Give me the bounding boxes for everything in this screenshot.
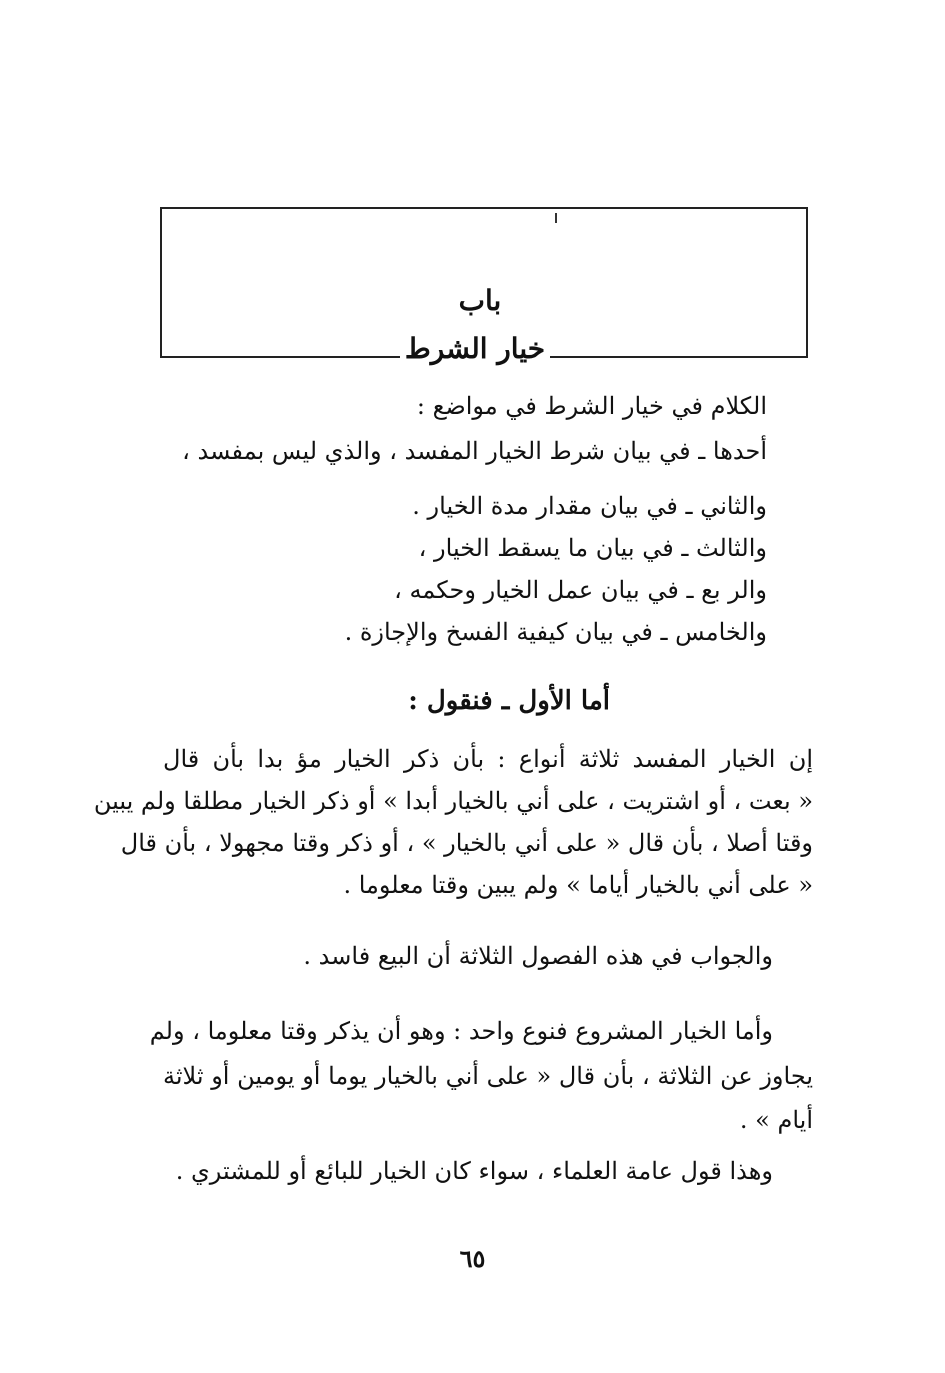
header-rule-left bbox=[160, 356, 410, 358]
paragraph3-line-1: وأما الخيار المشروع فنوع واحد : وهو أن يذكر وقتا معلوما ، ولم bbox=[149, 1017, 773, 1045]
paragraph1-line-4: « على أني بالخيار أياما » ولم يبين وقتا معلوما . bbox=[343, 871, 813, 899]
paragraph4: وهذا قول عامة العلماء ، سواء كان الخيار للبائع أو للمشتري . bbox=[175, 1157, 773, 1185]
chapter-title: خيار الشرط bbox=[400, 332, 550, 365]
paragraph3-line-2: يجاوز عن الثلاثة ، بأن قال « على أني بالخيار يوما أو يومين أو ثلاثة bbox=[163, 1062, 814, 1090]
intro-item-3: والثالث ـ في بيان ما يسقط الخيار ، bbox=[418, 534, 767, 562]
paragraph1-line-1: إن الخيار المفسد ثلاثة أنواع : بأن ذكر الخيار مؤ بدا بأن قال bbox=[163, 745, 813, 773]
header-rule-right bbox=[540, 356, 808, 358]
intro-item-2: والثاني ـ في بيان مقدار مدة الخيار . bbox=[412, 492, 767, 520]
paragraph2: والجواب في هذه الفصول الثلاثة أن البيع فاسد . bbox=[303, 942, 773, 970]
header-tick-mark bbox=[555, 213, 557, 223]
paragraph1-line-3: وقتا أصلا ، بأن قال « على أني بالخيار » ، أو ذكر وقتا مجهولا ، بأن قال bbox=[120, 829, 813, 857]
paragraph3-line-3: أيام » . bbox=[739, 1106, 813, 1134]
paragraph1-line-2: « بعت ، أو اشتريت ، على أني بالخيار أبدا » أو ذكر الخيار مطلقا ولم يبين bbox=[93, 787, 813, 815]
intro-item-5: والخامس ـ في بيان كيفية الفسخ والإجازة . bbox=[344, 618, 767, 646]
chapter-word: باب bbox=[458, 284, 502, 317]
intro-item-4: والر بع ـ في بيان عمل الخيار وحكمه ، bbox=[394, 576, 767, 604]
intro-lead: الكلام في خيار الشرط في مواضع : bbox=[416, 392, 767, 420]
intro-item-1: أحدها ـ في بيان شرط الخيار المفسد ، والذي ليس بمفسد ، bbox=[182, 437, 767, 465]
page-number: ٦٥ bbox=[459, 1244, 486, 1273]
section-heading: أما الأول ـ فنقول : bbox=[408, 686, 610, 716]
